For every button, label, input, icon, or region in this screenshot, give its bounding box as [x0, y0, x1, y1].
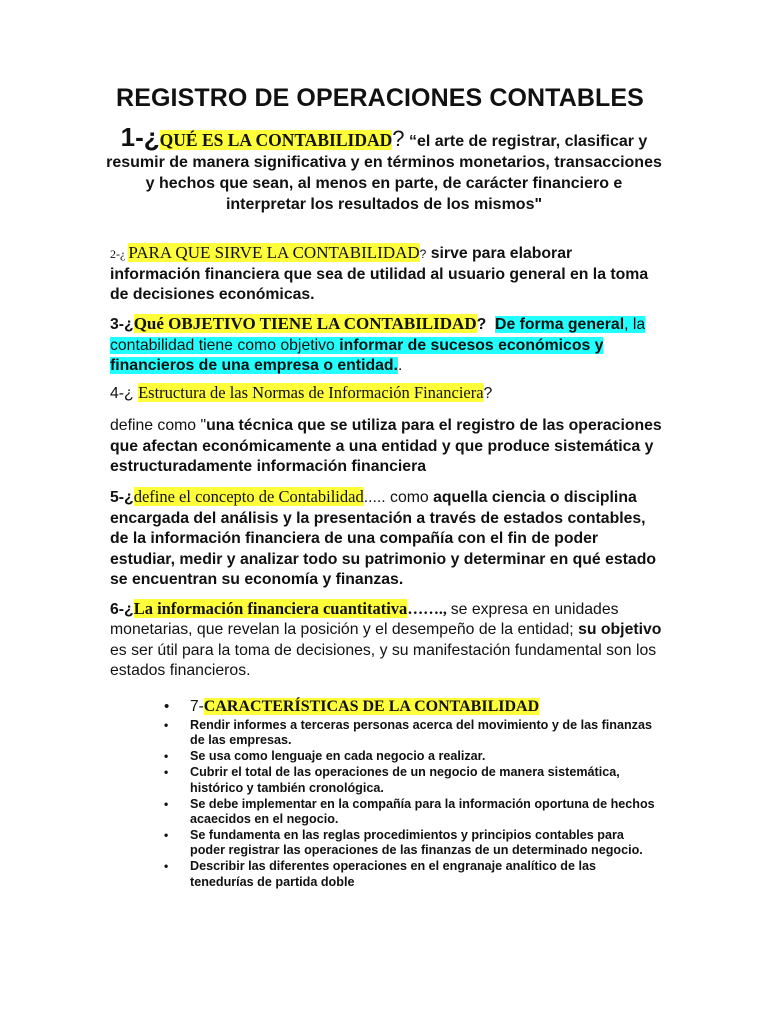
section-6-number: 6-¿ [110, 601, 134, 618]
section-2-question: PARA QUE SIRVE LA CONTABILIDAD [128, 243, 420, 262]
page-title: REGISTRO DE OPERACIONES CONTABLES [116, 84, 644, 112]
section-3-middle: , la contabilidad tiene como objetivo [110, 316, 646, 354]
section-2-number: 2-¿ [110, 247, 129, 261]
section-5 [110, 487, 665, 591]
list-item: • Rendir informes a terceras personas acerca del movimiento y de las finanzas de las empresas. [164, 718, 659, 749]
section-5-dots: ..... como [363, 489, 434, 506]
section-4 [110, 383, 665, 405]
section-6-dots: ……., [407, 601, 451, 618]
section-2-answer: sirve para elaborar información financiera que sea de utilidad al usuario general en la toma de decisiones económicas. [110, 245, 649, 304]
section-3-highlight-1: De forma general [495, 316, 625, 333]
list-heading [164, 696, 659, 718]
section-1-question: QUÉ ES LA CONTABILIDAD [159, 130, 393, 150]
section-3-end: . [397, 357, 403, 375]
list-item: • Se fundamenta en las reglas procedimientos y principios contables para poder registrar las operaciones de las finanzas de un determinado negocio. [164, 828, 659, 859]
list-item: • Se usa como lenguaje en cada negocio a realizar. [164, 749, 659, 764]
section-5-answer: aquella ciencia o disciplina encargada del análisis y la presentación a través de estados contables, de la información financiera de una compañía con el fin de poder estudiar, medir y analizar todo su patrimonio y determinar en qué estado se encuentran su economía y finanzas. [110, 489, 657, 589]
section-4-definition [110, 416, 665, 478]
section-3-question: Qué OBJETIVO TIENE LA CONTABILIDAD [133, 314, 477, 333]
section-6 [110, 599, 665, 682]
section-7-title: CARACTERÍSTICAS DE LA CONTABILIDAD [203, 698, 540, 715]
section-6-bold: su objetivo [578, 621, 662, 639]
section-1 [104, 124, 664, 215]
section-3-number: 3-¿ [110, 316, 134, 333]
section-7-number: 7- [190, 698, 204, 715]
section-5-number: 5-¿ [110, 489, 134, 506]
section-3-qmark: ? [476, 316, 487, 333]
list-item: • Cubrir el total de las operaciones de un negocio de manera sistemática, histórico y también cronológica. [164, 765, 659, 796]
section-4-qmark: ? [483, 385, 493, 402]
section-1-answer: “el arte de registrar, clasificar y resumir de manera significativa y en términos monetarios, transacciones y hechos que sean, al menos en parte, de carácter financiero e interpretar los resultados de los mismos" [106, 133, 662, 213]
section-3 [110, 314, 665, 377]
section-3-highlight-2: informar de sucesos económicos y financieros de una empresa o entidad. [110, 336, 604, 375]
list-item: • Se debe implementar en la compañía para la información oportuna de hechos acaecidos en el negocio. [164, 797, 659, 828]
section-1-number: 1-¿ [120, 122, 160, 152]
section-4-question: Estructura de las Normas de Información Financiera [138, 383, 484, 402]
section-5-question: define el concepto de Contabilidad [133, 487, 364, 506]
section-2 [110, 243, 665, 306]
section-4-def-lead: define como " [110, 417, 207, 434]
section-1-qmark: ? [392, 126, 405, 151]
section-6-text-1: se expresa en unidades monetarias, que revelan la posición y el desempeño de la entidad; [110, 601, 619, 639]
section-6-text-2: es ser útil para la toma de decisiones, y su manifestación fundamental son los estados financieros. [110, 641, 657, 680]
section-4-number: 4-¿ [110, 385, 139, 402]
section-4-def-bold: una técnica que se utiliza para el registro de las operaciones que afectan económicamente a una entidad y que produce sistemática y estructuradamente información financiera [110, 417, 662, 476]
list-item: • Describir las diferentes operaciones en el engranaje analítico de las tenedurías de partida doble [164, 859, 659, 890]
section-2-qmark: ? [419, 247, 427, 261]
section-6-question: La información financiera cuantitativa [133, 599, 408, 618]
characteristics-list [164, 696, 659, 890]
